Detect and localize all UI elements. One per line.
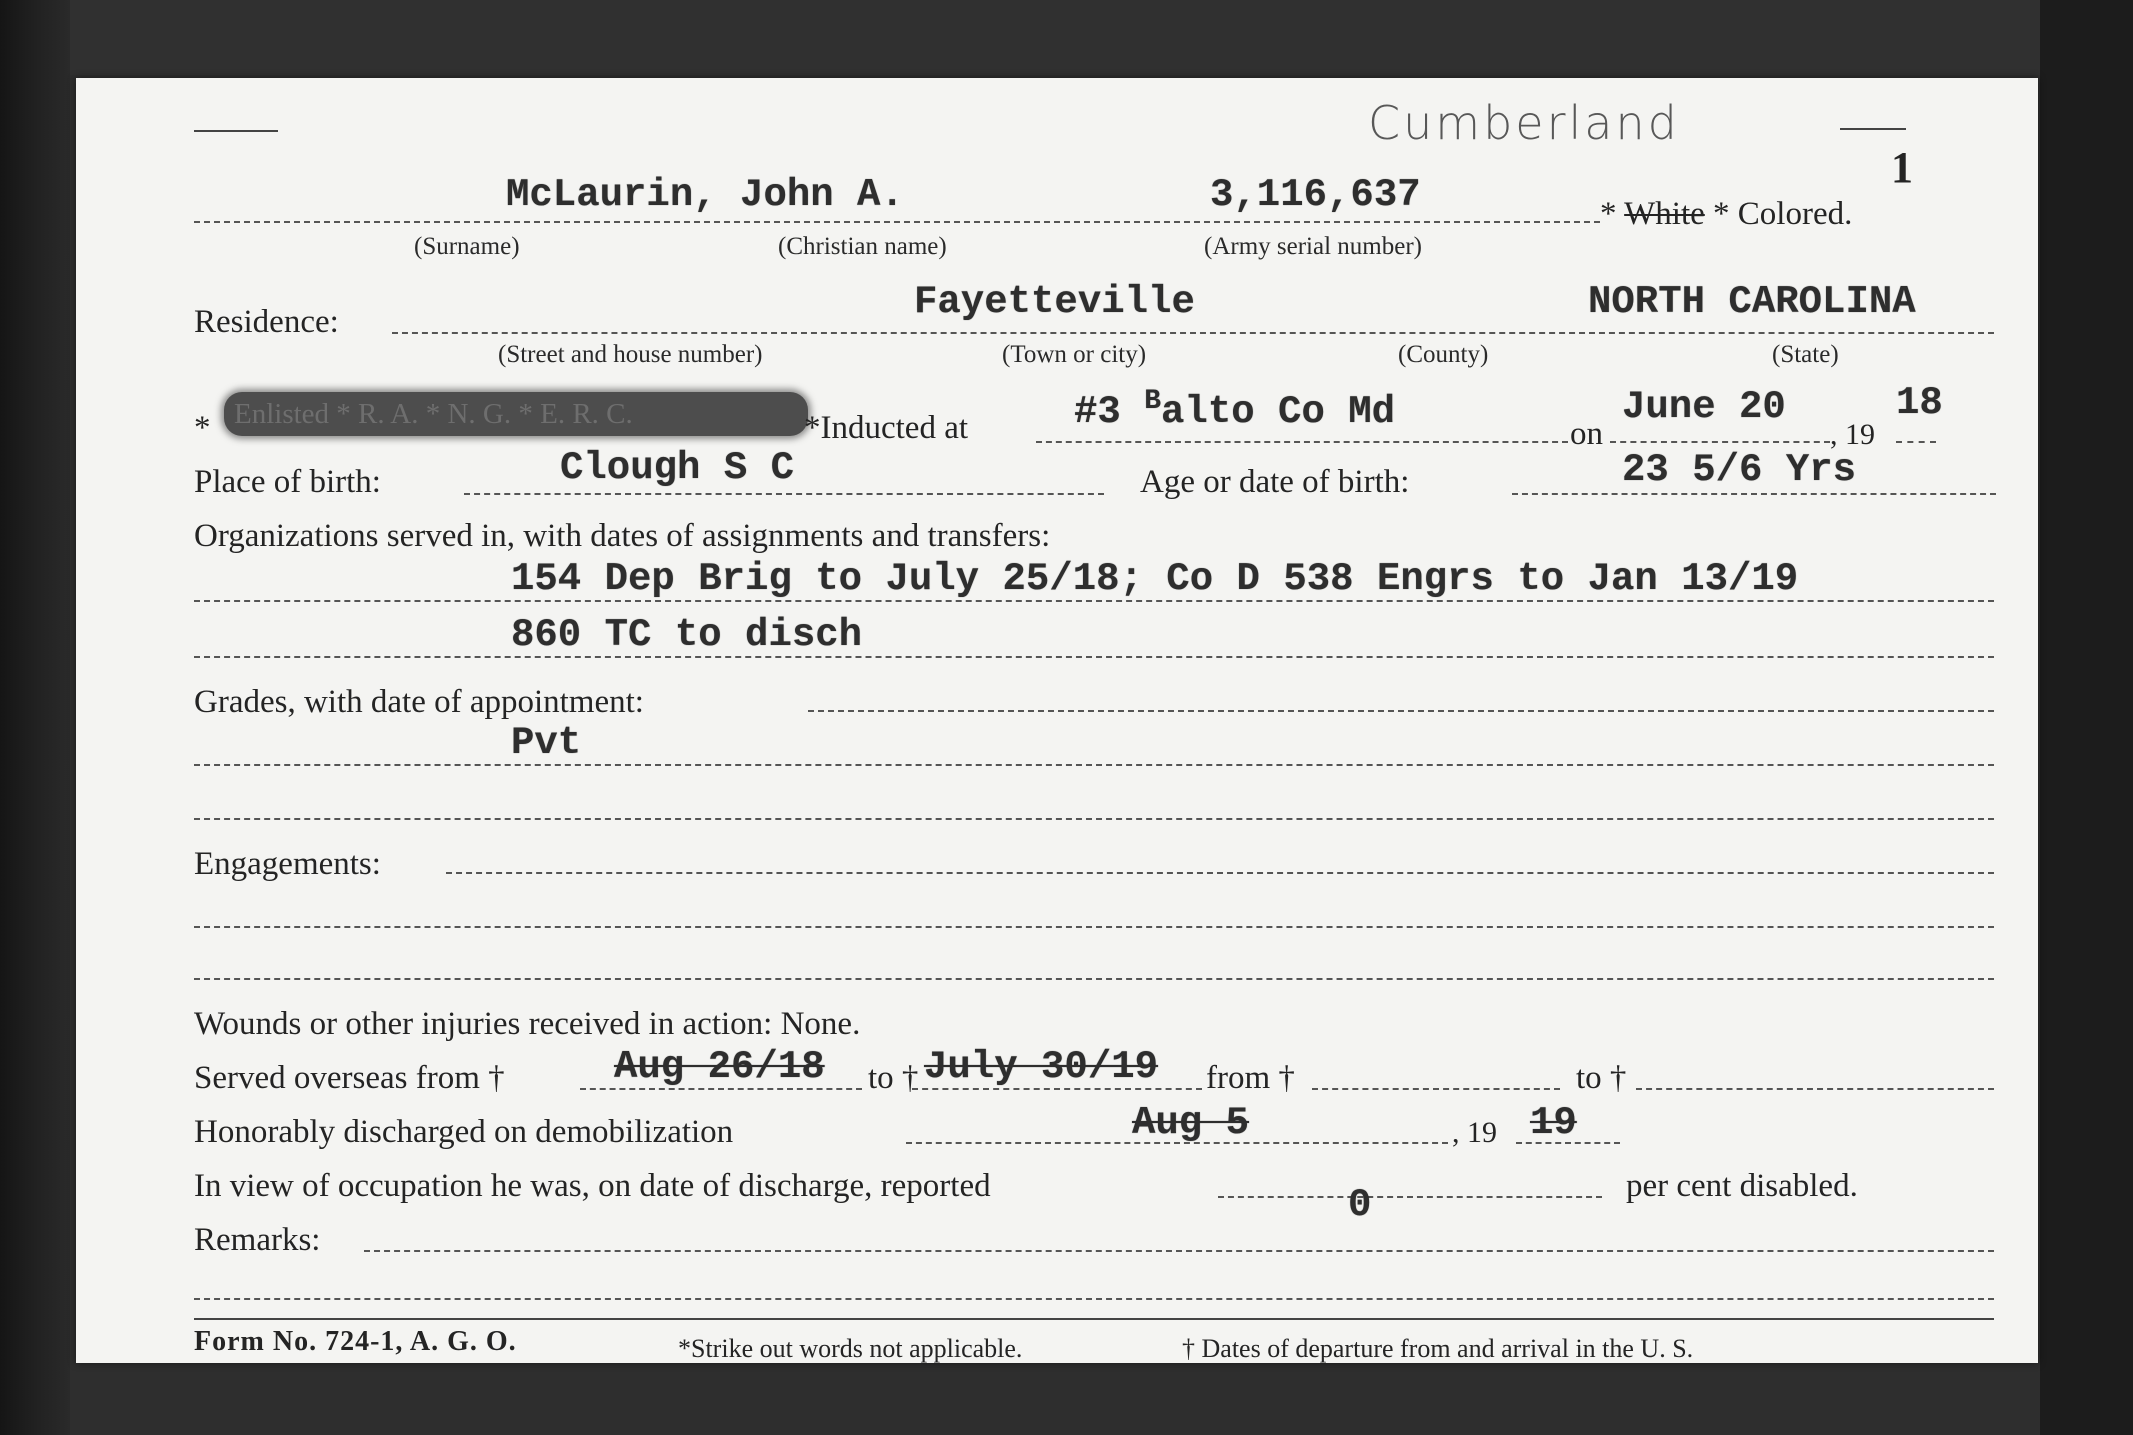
race-colored: * Colored.: [1713, 196, 1853, 232]
discharge-label: Honorably discharged on demobilization: [194, 1114, 734, 1150]
engagements-line-0: [446, 872, 1994, 874]
second-from-line: [1312, 1088, 1560, 1090]
overseas-from-label: Served overseas from †: [194, 1060, 505, 1096]
card-number: 1: [1891, 143, 1913, 192]
inducted-place-prefix: #3: [1074, 390, 1145, 434]
race-options: * White * Colored.: [1600, 196, 1853, 232]
residence-label: Residence:: [194, 304, 339, 340]
disability-suffix: per cent disabled.: [1626, 1168, 1858, 1204]
residence-line: [392, 332, 1994, 334]
serial-number-value: 3,116,637: [1210, 173, 1421, 217]
inducted-place-line: [1036, 441, 1568, 443]
discharge-date-value: Aug 5: [1132, 1101, 1250, 1145]
discharge-year-value: 19: [1530, 1101, 1577, 1145]
remarks-line-2: [194, 1298, 1994, 1300]
county-handwritten-note: Cumberland: [1368, 96, 1680, 150]
top-left-rule: [194, 130, 278, 132]
caption-serial-number: (Army serial number): [1204, 233, 1422, 260]
residence-city-value: Fayetteville: [914, 280, 1195, 324]
overseas-to-value: July 30/19: [924, 1045, 1159, 1089]
organizations-label: Organizations served in, with dates of assignments and transfers:: [194, 518, 1051, 554]
induction-year-value: 18: [1896, 381, 1943, 425]
organizations-line-2: [194, 656, 1994, 658]
birthplace-label: Place of birth:: [194, 464, 381, 500]
scan-background-right: [2040, 0, 2133, 1435]
residence-state-value: NORTH CAROLINA: [1588, 280, 1916, 324]
second-to-line: [1636, 1088, 1994, 1090]
engagements-line-2: [194, 978, 1994, 980]
wounds-label: Wounds or other injuries received in action: None.: [194, 1006, 861, 1042]
caption-street: (Street and house number): [498, 341, 763, 368]
second-from-label: from †: [1206, 1060, 1295, 1096]
inducted-place-initial: B: [1144, 386, 1162, 417]
birthplace-line: [464, 493, 1104, 495]
induction-date-line: [1610, 441, 1830, 443]
year-prefix: , 19: [1830, 418, 1875, 451]
caption-county: (County): [1398, 341, 1489, 368]
enlisted-options-redacted: Enlisted * R. A. * N. G. * E. R. C.: [224, 392, 808, 436]
grades-line-0: [808, 710, 1994, 712]
remarks-label: Remarks:: [194, 1222, 321, 1258]
grades-line-1: [194, 764, 1994, 766]
overseas-from-value: Aug 26/18: [614, 1045, 825, 1089]
discharge-year-prefix: , 19: [1452, 1116, 1497, 1149]
engagements-line-1: [194, 926, 1994, 928]
enlisted-asterisk: *: [194, 410, 211, 446]
engagements-label: Engagements:: [194, 846, 381, 882]
organizations-value-1: 154 Dep Brig to July 25/18; Co D 538 Engrs to Jan 13/19: [511, 557, 1799, 601]
remarks-line-1: [364, 1250, 1994, 1252]
induction-year-line: [1896, 441, 1936, 443]
overseas-to-label: to †: [868, 1060, 919, 1096]
age-label: Age or date of birth:: [1140, 464, 1410, 500]
scan-background-left: [0, 0, 70, 1435]
race-white-struck: White: [1624, 196, 1705, 232]
form-number: Form No. 724-1, A. G. O.: [194, 1326, 517, 1357]
caption-christian-name: (Christian name): [778, 233, 947, 260]
service-record-card: [76, 78, 2038, 1363]
footnote-strike-out: *Strike out words not applicable.: [678, 1334, 1023, 1363]
on-label: on: [1570, 416, 1603, 452]
disability-line: [1218, 1196, 1602, 1198]
surname-name-value: McLaurin, John A.: [506, 173, 904, 217]
induction-date-value: June 20: [1622, 385, 1786, 429]
scan-background-top: [70, 0, 2133, 75]
name-line: [194, 221, 1600, 223]
age-value: 23 5/6 Yrs: [1622, 448, 1857, 492]
grade-value: Pvt: [511, 721, 582, 765]
organizations-value-2: 860 TC to disch: [511, 613, 863, 657]
birthplace-value: Clough S C: [560, 446, 795, 490]
inducted-place-rest: alto Co Md: [1161, 390, 1396, 434]
grades-line-2: [194, 818, 1994, 820]
footnote-dates: † Dates of departure from and arrival in the U. S.: [1182, 1334, 1694, 1363]
top-right-rule: [1840, 128, 1906, 130]
inducted-place-value: [1074, 386, 1396, 434]
caption-surname: (Surname): [414, 233, 520, 260]
age-line: [1512, 493, 1996, 495]
disability-label: In view of occupation he was, on date of discharge, reported: [194, 1168, 991, 1204]
caption-state: (State): [1772, 341, 1839, 368]
second-to-label: to †: [1576, 1060, 1627, 1096]
disability-value: 0: [1348, 1183, 1372, 1227]
caption-town: (Town or city): [1002, 341, 1147, 368]
footer-rule: [194, 1318, 1994, 1320]
grades-label: Grades, with date of appointment:: [194, 684, 644, 720]
inducted-label: *Inducted at: [804, 410, 969, 446]
